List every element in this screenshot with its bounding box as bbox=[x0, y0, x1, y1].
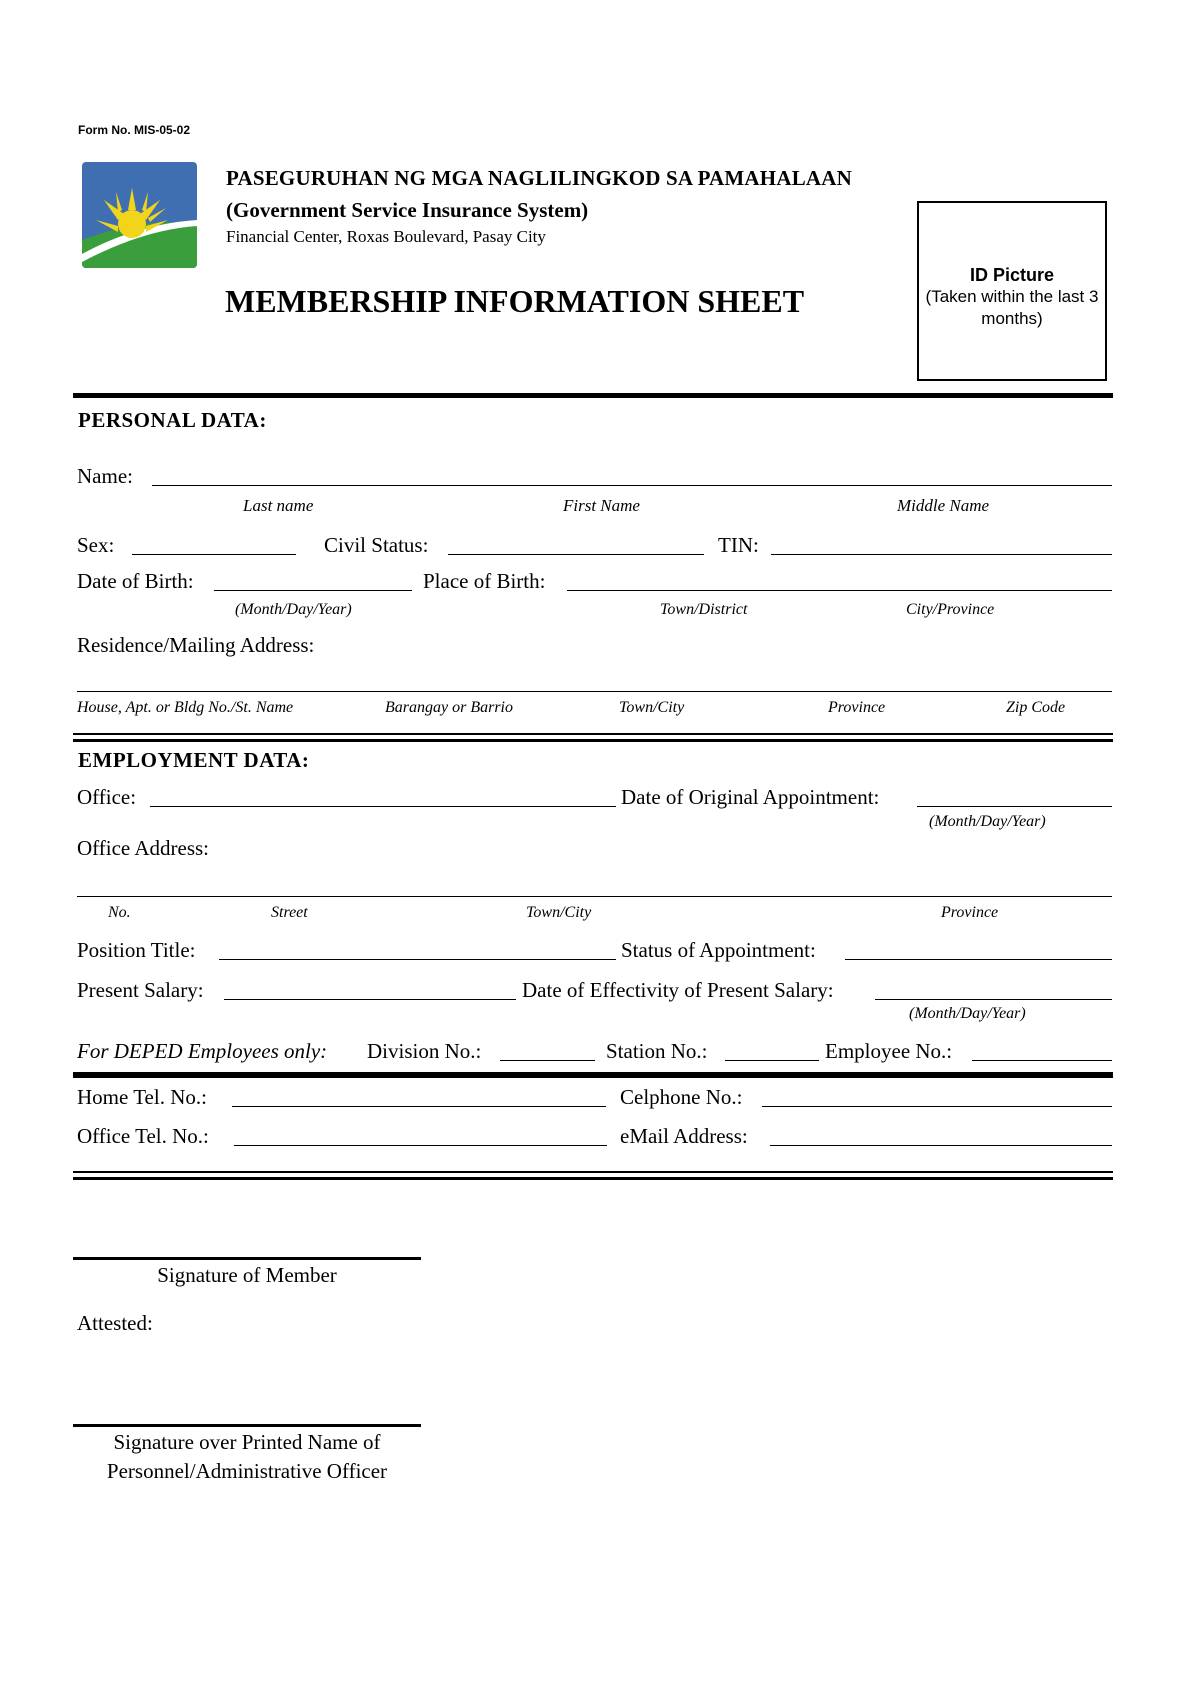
celphone-label: Celphone No.: bbox=[620, 1085, 743, 1109]
office-address-no-caption: No. bbox=[108, 904, 131, 921]
office-address-street-caption: Street bbox=[271, 904, 308, 921]
salary-effectivity-input-line[interactable] bbox=[875, 999, 1112, 1000]
station-no-input-line[interactable] bbox=[725, 1060, 819, 1061]
present-salary-input-line[interactable] bbox=[224, 999, 516, 1000]
name-input-line[interactable] bbox=[152, 485, 1112, 486]
email-label: eMail Address: bbox=[620, 1124, 748, 1148]
dob-label: Date of Birth: bbox=[77, 569, 194, 593]
office-address-town-caption: Town/City bbox=[526, 904, 592, 921]
original-appointment-label: Date of Original Appointment: bbox=[621, 785, 880, 809]
station-no-label: Station No.: bbox=[606, 1039, 708, 1063]
employee-no-input-line[interactable] bbox=[972, 1060, 1112, 1061]
last-name-caption: Last name bbox=[243, 496, 314, 515]
id-picture-title: ID Picture bbox=[969, 265, 1055, 285]
form-number: Form No. MIS-05-02 bbox=[78, 123, 191, 137]
section-divider bbox=[73, 1171, 1113, 1173]
address-town-caption: Town/City bbox=[619, 699, 685, 716]
personal-data-heading: PERSONAL DATA: bbox=[78, 408, 267, 432]
dob-input-line[interactable] bbox=[214, 590, 412, 591]
first-name-caption: First Name bbox=[563, 496, 640, 515]
office-tel-label: Office Tel. No.: bbox=[77, 1124, 209, 1148]
officer-signature-caption-2: Personnel/Administrative Officer bbox=[106, 1459, 388, 1483]
organization-address: Financial Center, Roxas Boulevard, Pasay City bbox=[226, 227, 546, 246]
organization-subtitle: (Government Service Insurance System) bbox=[226, 198, 589, 222]
office-address-label: Office Address: bbox=[77, 836, 209, 860]
organization-name: PASEGURUHAN NG MGA NAGLILINGKOD SA PAMAHALAAN bbox=[226, 166, 852, 190]
appointment-date-format-caption: (Month/Day/Year) bbox=[929, 813, 1046, 830]
office-address-input-line[interactable] bbox=[77, 896, 1112, 897]
section-divider bbox=[73, 733, 1113, 735]
id-picture-note: (Taken within the last 3 months) bbox=[925, 287, 1099, 328]
appointment-status-label: Status of Appointment: bbox=[621, 938, 816, 962]
tin-input-line[interactable] bbox=[771, 554, 1112, 555]
effectivity-date-format-caption: (Month/Day/Year) bbox=[909, 1005, 1026, 1022]
division-no-input-line[interactable] bbox=[500, 1060, 595, 1061]
celphone-input-line[interactable] bbox=[762, 1106, 1112, 1107]
office-label: Office: bbox=[77, 785, 137, 809]
section-divider bbox=[73, 1177, 1113, 1180]
city-province-caption: City/Province bbox=[906, 601, 995, 618]
office-address-province-caption: Province bbox=[941, 904, 999, 921]
name-label: Name: bbox=[77, 464, 133, 488]
address-house-caption: House, Apt. or Bldg No./St. Name bbox=[77, 699, 294, 716]
id-picture-box[interactable] bbox=[917, 201, 1107, 381]
civil-status-label: Civil Status: bbox=[324, 533, 429, 557]
section-divider bbox=[73, 393, 1113, 398]
pob-input-line[interactable] bbox=[567, 590, 1112, 591]
section-divider bbox=[73, 1072, 1113, 1078]
officer-signature-line[interactable] bbox=[73, 1424, 421, 1427]
address-label: Residence/Mailing Address: bbox=[77, 633, 315, 657]
sex-input-line[interactable] bbox=[132, 554, 296, 555]
middle-name-caption: Middle Name bbox=[897, 496, 990, 515]
officer-signature-caption-1: Signature over Printed Name of bbox=[113, 1430, 381, 1454]
member-signature-line[interactable] bbox=[73, 1257, 421, 1260]
office-tel-input-line[interactable] bbox=[234, 1145, 607, 1146]
address-input-line[interactable] bbox=[77, 691, 1112, 692]
dob-format-caption: (Month/Day/Year) bbox=[235, 601, 352, 618]
position-title-input-line[interactable] bbox=[219, 959, 616, 960]
address-zip-caption: Zip Code bbox=[1006, 699, 1066, 716]
employee-no-label: Employee No.: bbox=[825, 1039, 953, 1063]
original-appointment-input-line[interactable] bbox=[917, 806, 1112, 807]
appointment-status-input-line[interactable] bbox=[845, 959, 1112, 960]
home-tel-input-line[interactable] bbox=[232, 1106, 606, 1107]
page-title: MEMBERSHIP INFORMATION SHEET bbox=[225, 283, 805, 319]
attested-label: Attested: bbox=[77, 1311, 153, 1335]
sex-label: Sex: bbox=[77, 533, 115, 557]
deped-note: For DEPED Employees only: bbox=[77, 1039, 328, 1063]
division-no-label: Division No.: bbox=[367, 1039, 482, 1063]
office-input-line[interactable] bbox=[150, 806, 616, 807]
gsis-logo bbox=[82, 162, 197, 268]
address-province-caption: Province bbox=[828, 699, 886, 716]
address-barangay-caption: Barangay or Barrio bbox=[385, 699, 513, 716]
employment-data-heading: EMPLOYMENT DATA: bbox=[78, 748, 310, 772]
civil-status-input-line[interactable] bbox=[448, 554, 704, 555]
town-district-caption: Town/District bbox=[660, 601, 748, 618]
position-title-label: Position Title: bbox=[77, 938, 196, 962]
tin-label: TIN: bbox=[718, 533, 759, 557]
email-input-line[interactable] bbox=[770, 1145, 1112, 1146]
home-tel-label: Home Tel. No.: bbox=[77, 1085, 207, 1109]
salary-effectivity-label: Date of Effectivity of Present Salary: bbox=[522, 978, 834, 1002]
section-divider bbox=[73, 739, 1113, 742]
member-signature-caption: Signature of Member bbox=[157, 1263, 337, 1287]
pob-label: Place of Birth: bbox=[423, 569, 546, 593]
present-salary-label: Present Salary: bbox=[77, 978, 204, 1002]
